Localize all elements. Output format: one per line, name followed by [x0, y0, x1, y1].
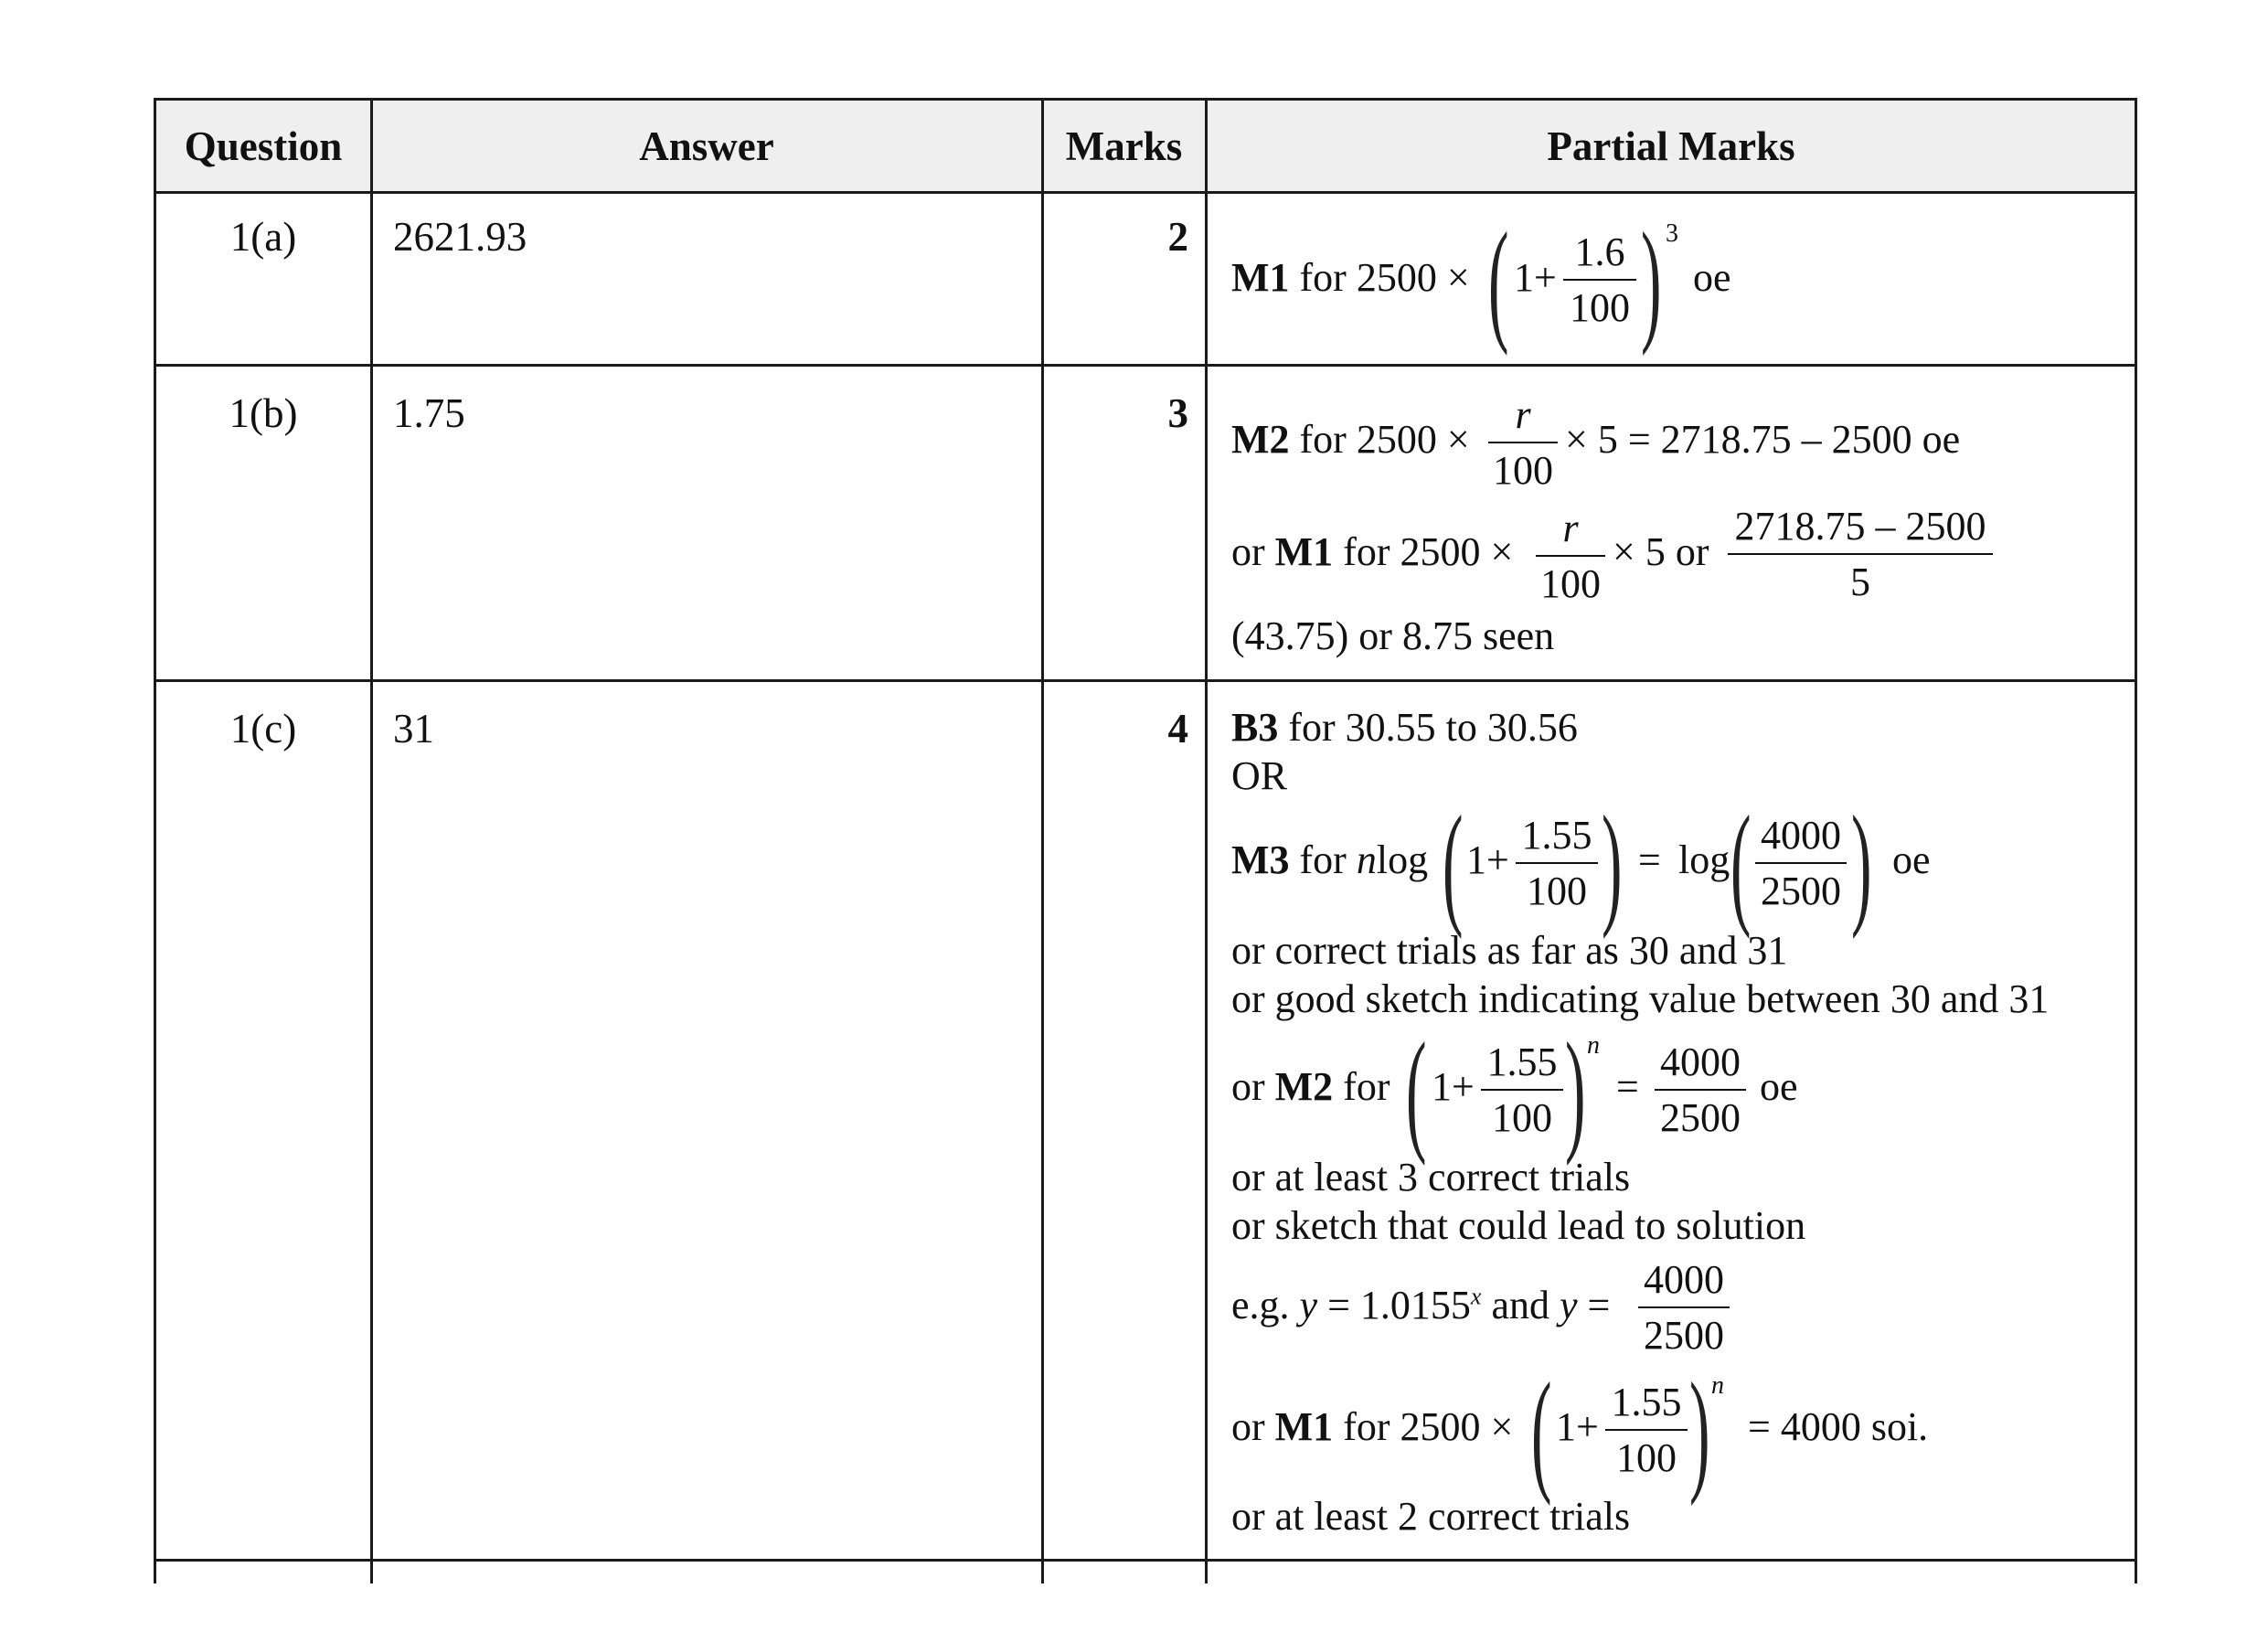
partial-mark-line: [1231, 416, 1470, 463]
fraction-denominator: 100: [1492, 1095, 1552, 1140]
partial-tail: oe: [1892, 837, 1931, 882]
right-paren: ): [1602, 788, 1623, 940]
exponent: 3: [1666, 219, 1678, 248]
table-border-right: [2135, 98, 2137, 1583]
partial-tail: = 4000 soi.: [1748, 1404, 1929, 1449]
partial-text: or: [1231, 1064, 1265, 1109]
answer-value: 2621.93: [393, 214, 527, 260]
fraction-denominator: 2500: [1660, 1095, 1741, 1140]
header-marks: Marks: [1065, 123, 1183, 169]
exponent: n: [1711, 1371, 1724, 1400]
marks-value: 4: [1167, 706, 1188, 752]
table-border-left: [154, 98, 156, 1583]
fraction: [1481, 1039, 1563, 1141]
fraction-denominator: 2500: [1761, 869, 1841, 913]
partial-mark-line: [1231, 528, 1513, 575]
fraction-numerator: r: [1562, 506, 1579, 550]
left-paren: (: [1730, 788, 1752, 940]
fraction: [1516, 812, 1598, 914]
log-text: log: [1678, 837, 1730, 882]
fraction-denominator: 5: [1850, 560, 1870, 604]
partial-text: (43.75) or 8.75 seen: [1231, 613, 1555, 658]
column-divider-question: [370, 98, 373, 1583]
answer-value: 31: [393, 706, 434, 752]
row-divider-1a: [154, 364, 2137, 367]
fraction-bar: [1516, 862, 1598, 864]
equals-sign: =: [1638, 837, 1661, 882]
header-question: Question: [184, 123, 343, 169]
partial-text: or at least 3 correct trials: [1231, 1155, 1631, 1200]
partial-text: or good sketch indicating value between 30 and 31: [1231, 976, 2050, 1021]
column-divider-marks: [1205, 98, 1208, 1583]
mark-code: M1: [1274, 1404, 1334, 1449]
one-plus: 1+: [1466, 837, 1509, 882]
partial-mark-line: [1231, 1063, 1390, 1110]
question-number: 1(c): [229, 706, 297, 752]
variable-y: y: [1299, 1283, 1318, 1327]
marks-value: 3: [1167, 390, 1188, 436]
partial-text: or: [1231, 529, 1265, 574]
mark-code: M1: [1231, 255, 1290, 300]
right-paren: ): [1641, 205, 1662, 357]
mark-code: B3: [1231, 705, 1279, 750]
mark-code: M1: [1274, 529, 1334, 574]
partial-mark-line: [1231, 254, 1470, 301]
partial-text: for 30.55 to 30.56: [1288, 705, 1578, 750]
fraction-denominator: 100: [1570, 285, 1630, 330]
partial-text: × 5 = 2718.75 – 2500 oe: [1565, 417, 1961, 462]
partial-text: or at least 2 correct trials: [1231, 1494, 1631, 1539]
fraction-bar: [1728, 553, 1993, 555]
partial-tail: oe: [1760, 1064, 1798, 1109]
fraction: [1728, 503, 1993, 605]
partial-mark-line: [1231, 704, 1578, 751]
fraction-bar: [1536, 555, 1605, 557]
fraction-numerator: 4000: [1761, 813, 1841, 858]
fraction: [1605, 1379, 1688, 1481]
fraction: [1488, 391, 1558, 494]
fraction-bar: [1481, 1089, 1563, 1091]
fraction-numerator: 4000: [1644, 1257, 1724, 1302]
right-paren: ): [1565, 1015, 1586, 1167]
one-plus: 1+: [1556, 1404, 1599, 1449]
example-line: [1231, 1282, 1610, 1328]
equals-sign: =: [1616, 1064, 1639, 1109]
left-paren: (: [1531, 1355, 1552, 1507]
fraction-bar: [1638, 1306, 1730, 1308]
mark-code: M3: [1231, 837, 1290, 882]
mark-code: M2: [1274, 1064, 1334, 1109]
partial-text: for 2500 ×: [1299, 255, 1470, 300]
variable-y: y: [1559, 1283, 1578, 1327]
partial-mark-line: [1231, 1403, 1513, 1450]
partial-tail: oe: [1693, 255, 1731, 300]
partial-text: for 2500 ×: [1343, 529, 1514, 574]
fraction-denominator: 100: [1540, 561, 1601, 606]
right-paren: ): [1689, 1355, 1710, 1507]
partial-text: = 1.0155: [1327, 1283, 1471, 1327]
partial-text: and: [1491, 1283, 1549, 1327]
partial-text: e.g.: [1231, 1283, 1290, 1327]
fraction-denominator: 100: [1616, 1435, 1677, 1480]
fraction: [1638, 1256, 1730, 1359]
question-number: 1(a): [229, 214, 297, 260]
fraction-numerator: 1.6: [1574, 229, 1625, 274]
mark-code: M2: [1231, 417, 1290, 462]
partial-text: for 2500 ×: [1299, 417, 1470, 462]
variable-n: n: [1356, 837, 1377, 882]
left-paren: (: [1406, 1015, 1427, 1167]
partial-text: for: [1343, 1064, 1390, 1109]
header-partial-marks: Partial Marks: [1547, 123, 1795, 169]
partial-text: OR: [1231, 753, 1288, 798]
fraction-bar: [1563, 279, 1636, 281]
fraction: [1536, 505, 1605, 607]
partial-text: for: [1299, 837, 1347, 882]
fraction: [1755, 812, 1847, 914]
left-paren: (: [1488, 205, 1509, 357]
fraction-numerator: 4000: [1660, 1040, 1741, 1084]
partial-text: × 5 or: [1613, 529, 1709, 574]
fraction-denominator: 100: [1493, 448, 1553, 493]
partial-text: =: [1587, 1283, 1611, 1327]
partial-text: or correct trials as far as 30 and 31: [1231, 928, 1788, 973]
exponent: n: [1587, 1031, 1600, 1060]
fraction-denominator: 2500: [1644, 1313, 1724, 1358]
fraction: [1655, 1039, 1746, 1141]
right-paren: ): [1851, 788, 1872, 940]
fraction-numerator: 1.55: [1486, 1040, 1558, 1084]
column-divider-answer: [1041, 98, 1044, 1583]
fraction-numerator: 1.55: [1611, 1380, 1682, 1424]
partial-text: for 2500 ×: [1343, 1404, 1514, 1449]
fraction-numerator: r: [1515, 392, 1531, 437]
log-text: log: [1376, 837, 1429, 882]
header-answer: Answer: [639, 123, 774, 169]
marks-value: 2: [1167, 214, 1188, 260]
answer-value: 1.75: [393, 390, 465, 436]
fraction-numerator: 2718.75 – 2500: [1734, 504, 1986, 549]
row-divider-1c: [154, 1559, 2137, 1562]
row-divider-1b: [154, 679, 2137, 682]
partial-mark-line: [1231, 837, 1428, 883]
fraction-bar: [1655, 1089, 1746, 1091]
fraction-denominator: 100: [1527, 869, 1587, 913]
left-paren: (: [1443, 788, 1464, 940]
fraction: [1563, 229, 1636, 331]
fraction-bar: [1488, 442, 1558, 443]
partial-text: or: [1231, 1404, 1265, 1449]
one-plus: 1+: [1514, 255, 1557, 300]
question-number: 1(b): [229, 390, 298, 436]
exponent: x: [1470, 1283, 1482, 1310]
fraction-bar: [1605, 1429, 1688, 1431]
fraction-bar: [1755, 862, 1847, 864]
fraction-numerator: 1.55: [1521, 813, 1592, 858]
partial-text: or sketch that could lead to solution: [1231, 1203, 1806, 1248]
one-plus: 1+: [1432, 1064, 1475, 1109]
